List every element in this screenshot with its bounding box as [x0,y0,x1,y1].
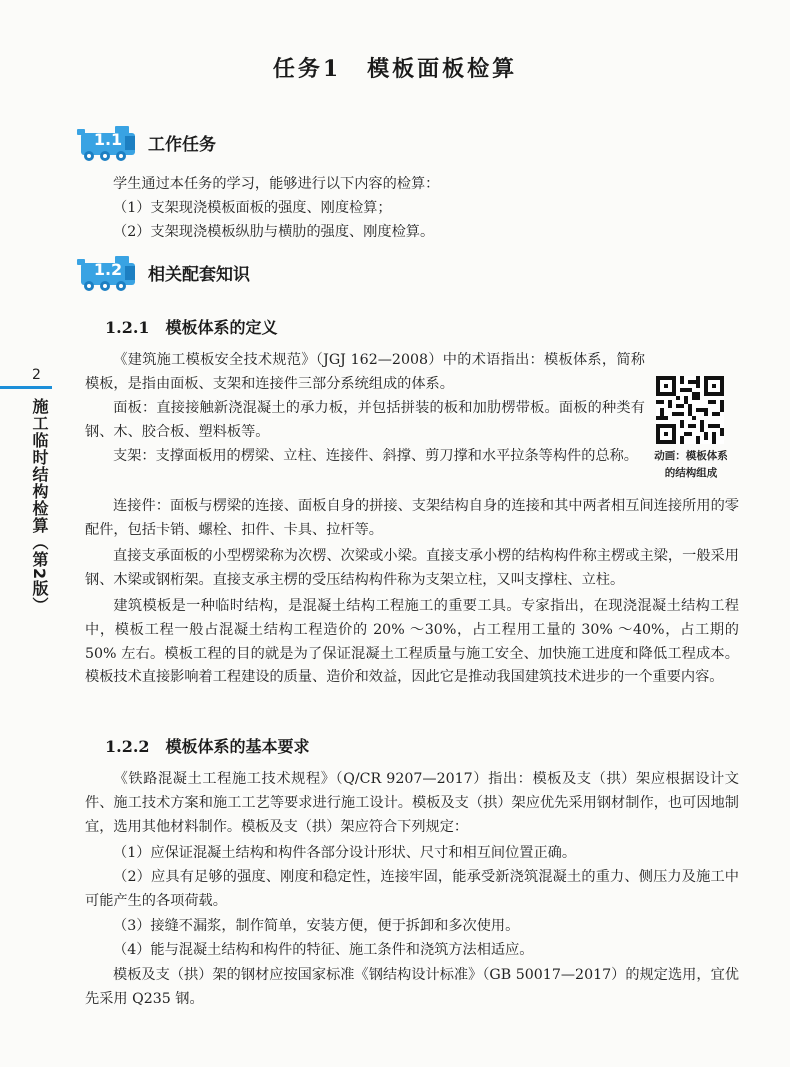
paragraph: 学生通过本任务的学习，能够进行以下内容的检算： [113,176,440,192]
paragraph: 《建筑施工模板安全技术规范》（JGJ 162—2008）中的术语指出：模板体系，简称模板，是指由面板、支架和连接件三部分系统组成的体系。 [85,352,645,392]
qr-caption: 动画：模板体系的结构组成 [654,450,728,479]
side-accent-bar [0,386,52,389]
train-badge-icon [75,124,139,162]
qr-code-icon[interactable] [656,376,724,444]
task-prefix: 任务 [272,56,323,82]
task-title [0,52,790,83]
task-title-text: 模板面板检算 [367,56,518,82]
paragraph: 模板及支（拱）架的钢材应按国家标准《钢结构设计标准》（GB 50017—2017）的规定选用，宜优先采用 Q235 钢。 [85,967,739,1007]
book-title-vertical: 施工临时结构检算（第2版） [30,398,49,615]
section-label: 工作任务 [148,135,216,155]
section-number: 1.2 [93,260,123,279]
paragraph: 《铁路混凝土工程施工技术规程》（Q/CR 9207—2017）指出：模板及支（拱）架应根据设计文件、施工技术方案和施工工艺等要求进行施工设计。模板及支（拱）架应优先采用钢材制作，也可因地制宜，选用其他材料制作。模板及支（拱）架应符合下列规定： [85,771,739,835]
section-label: 相关配套知识 [148,265,250,285]
train-badge-icon [75,254,139,292]
list-item: （3）接缝不漏浆，制作简单，安装方便，便于拆卸和多次使用。 [113,918,520,934]
list-item: （2）支架现浇模板纵肋与横肋的强度、刚度检算。 [113,224,435,240]
paragraph: 直接支承面板的小型楞梁称为次楞、次梁或小梁。直接支承小楞的结构构件称主楞或主梁，一般采用钢、木梁或钢桁架。直接支承主楞的受压结构构件称为支架立柱，又叫支撑柱、立柱。 [85,548,739,588]
section-number: 1.1 [93,130,123,149]
task-number: 1 [322,56,342,82]
paragraph: 连接件：面板与楞梁的连接、面板自身的拼接、支架结构自身的连接和其中两者相互间连接所用的零配件，包括卡销、螺栓、扣件、卡具、拉杆等。 [85,498,739,538]
list-item: （2）应具有足够的强度、刚度和稳定性，连接牢固，能承受新浇筑混凝土的重力、侧压力及施工中可能产生的各项荷载。 [85,869,739,909]
list-item: （1）应保证混凝土结构和构件各部分设计形状、尺寸和相互间位置正确。 [113,845,577,861]
paragraph: 支架：支撑面板用的楞梁、立柱、连接件、斜撑、剪刀撑和水平拉条等构件的总称。 [113,448,638,464]
subsection-title-1-2-1: 1.2.1 模板体系的定义 [105,318,278,337]
list-item: （1）支架现浇模板面板的强度、刚度检算； [113,200,392,216]
list-item: （4）能与混凝土结构和构件的特征、施工条件和浇筑方法相适应。 [113,942,534,958]
subsection-title-1-2-2: 1.2.2 模板体系的基本要求 [105,737,310,756]
page-number: 2 [32,367,41,383]
paragraph: 建筑模板是一种临时结构，是混凝土结构工程施工的重要工具。专家指出，在现浇混凝土结构工程中，模板工程一般占混凝土结构工程造价的 20% ～30%，占工程用工量的 30% ～40%，占工期的 50% 左右。模板工程的目的就是为了保证混凝土工程质量与施工安全、加快施工进度和降低工程成本。模板技术直接影响着工程建设的质量、造价和效益，因此它是推动我国建筑技术进步的一个重要内容。 [85,598,739,686]
paragraph: 面板：直接接触新浇混凝土的承力板，并包括拼装的板和加肋楞带板。面板的种类有钢、木、胶合板、塑料板等。 [85,400,645,440]
